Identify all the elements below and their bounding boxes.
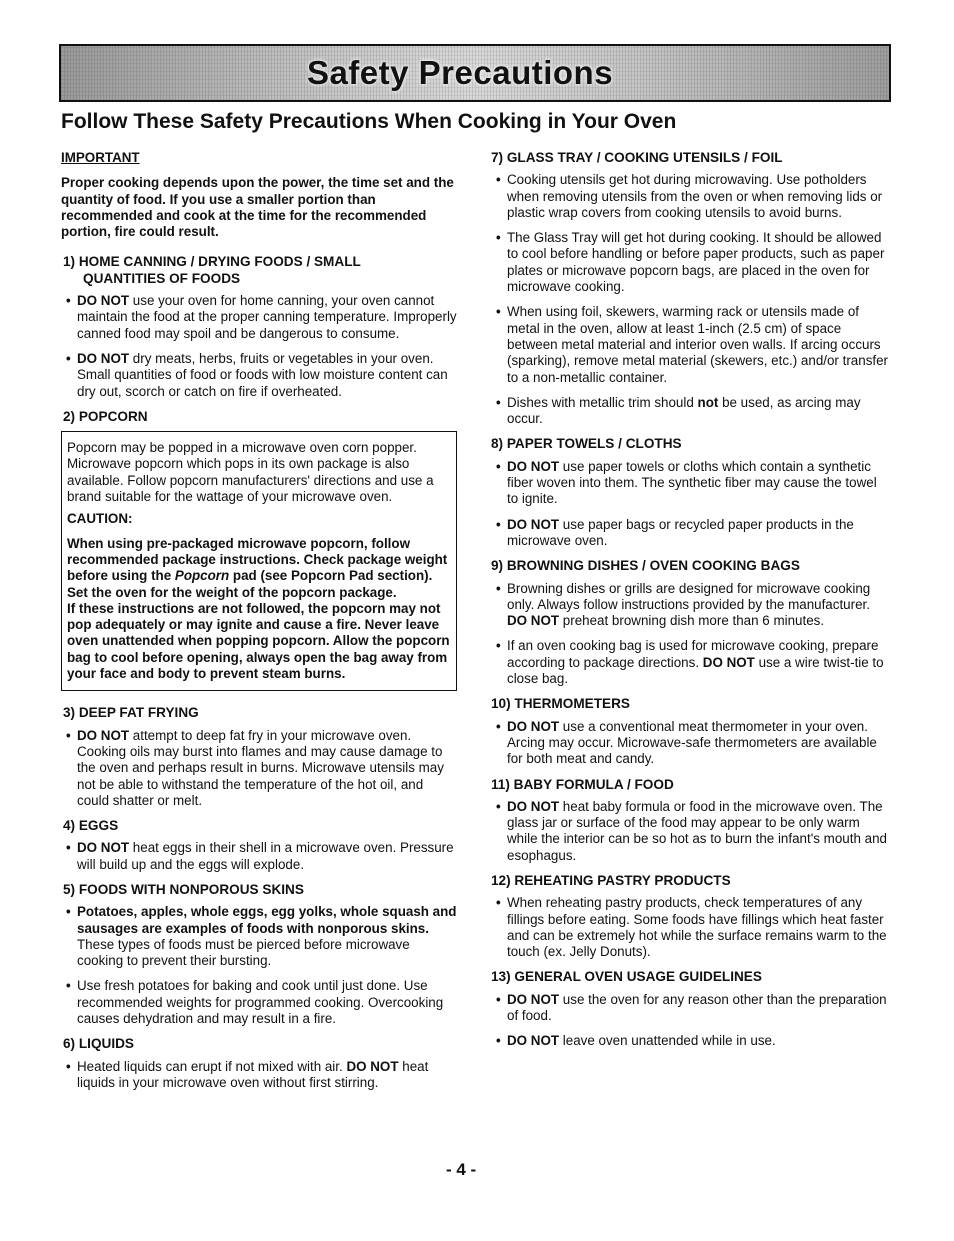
section-8-list [491,459,891,549]
section-13-list [491,992,891,1050]
section-10-list [491,719,891,768]
list-item [491,799,891,864]
item-text: preheat browning dish more than 6 minutes. [559,613,825,629]
item-text: Heated liquids can erupt if not mixed with air. [77,1058,347,1074]
section-4-heading: 4) EGGS [63,818,119,834]
list-item [491,719,891,768]
item-text: use a conventional meat thermometer in your oven. Arcing may occur. Microwave-safe thermometers are available for both meat and candy. [507,718,877,767]
list-item [491,459,891,508]
section-2-heading: 2) POPCORN [63,408,148,424]
bold-text: DO NOT [77,840,130,856]
bold-text: DO NOT [77,293,130,309]
section-1-heading-line1: 1) HOME CANNING / DRYING FOODS / SMALL [63,254,361,270]
item-text: dry meats, herbs, fruits or vegetables in your oven. Small quantities of food or foods with low moisture content can dry out, scorch or catch on fire if overheated. [77,350,448,399]
bold-text: DO NOT [507,718,560,734]
item-text: Use fresh potatoes for baking and cook until just done. Use recommended weights for programmed cooking. Overcooking causes dehydration and may result in a fire. [77,978,444,1027]
list-item [491,992,891,1025]
section-1-heading-line2: QUANTITIES OF FOODS [83,270,241,286]
section-11-heading: 11) BABY FORMULA / FOOD [491,776,674,792]
important-label: IMPORTANT [61,150,140,165]
section-10-heading: 10) THERMOMETERS [491,696,630,712]
list-item [61,840,457,873]
list-item [491,172,891,221]
page-subtitle: Follow These Safety Precautions When Cooking in Your Oven [61,110,677,133]
list-item [491,581,891,630]
list-item [61,293,457,342]
list-item [491,230,891,295]
popcorn-info: Popcorn may be popped in a microwave oven corn popper. Microwave popcorn which pops in its own package is also available. Follow popcorn manufacturers' directions and use a brand suitable for the wattage of your microwave oven. [67,440,434,505]
list-item [491,638,891,687]
section-7-heading: 7) GLASS TRAY / COOKING UTENSILS / FOIL [491,150,783,165]
item-text: Cooking utensils get hot during microwaving. Use potholders when removing utensils from the oven or when removing lids or plastic wrap covers from cooking utensils to avoid burns. [507,172,883,220]
caution-warning: If these instructions are not followed, the popcorn may not pop adequately or may ignite and cause a fire. Never leave oven unattended when popping popcorn. Allow the popcorn bag to cool before opening, always open the bag away from your face and body to prevent steam burns. [67,600,450,682]
bold-text: DO NOT [507,1033,560,1049]
section-1-heading [61,254,457,287]
section-7-list [491,172,891,427]
caution-text-part: pad (see Popcorn Pad section). Set the oven for the weight of the popcorn package. [67,568,433,600]
banner-title: Safety Precautions [306,54,614,91]
item-text: The Glass Tray will get hot during cooking. It should be allowed to cool before handling or before paper products, such as paper plates or microwave popcorn bags, are placed in the oven for microwave cooking. [507,230,885,295]
section-9-list [491,581,891,688]
list-item [61,351,457,400]
item-text: heat eggs in their shell in a microwave oven. Pressure will build up and the eggs will explode. [77,840,454,872]
bold-text: DO NOT [702,654,755,670]
item-text: Dishes with metallic trim should [507,394,698,410]
item-text: When reheating pastry products, check temperatures of any fillings before eating. Some foods have fillings which heat faster and can be extremely hot while the surface remains warm to the touch (ex. Jelly Donuts). [507,895,887,960]
section-5-list [61,904,457,1027]
caution-label: CAUTION: [67,511,133,527]
item-text: leave oven unattended while in use. [559,1033,776,1049]
section-1-list [61,293,457,400]
section-6-heading: 6) LIQUIDS [63,1036,134,1052]
list-item [491,895,891,960]
section-9-heading: 9) BROWNING DISHES / OVEN COOKING BAGS [491,558,800,574]
list-item [491,304,891,385]
item-text: If an oven cooking bag is used for microwave cooking, prepare according to package directions. [507,638,879,670]
item-text: These types of foods must be pierced before microwave cooking to prevent their bursting. [77,936,410,969]
left-column [61,150,457,1100]
list-item [61,978,457,1027]
section-8-heading: 8) PAPER TOWELS / CLOTHS [491,436,682,452]
right-column [491,150,891,1059]
bold-text: DO NOT [507,458,560,474]
item-text: attempt to deep fat fry in your microwave oven. Cooking oils may burst into flames and may cause damage to the oven and perhaps result in burns. Microwave utensils may not be able to withstand the temperature of the hot oil, and could shatter or melt. [77,727,444,808]
list-item [491,1033,891,1049]
item-text: be used, as arcing may occur. [507,394,861,427]
section-6-list [61,1059,457,1092]
popcorn-caution-box [61,431,457,691]
list-item [61,904,457,969]
section-13-heading: 13) GENERAL OVEN USAGE GUIDELINES [491,969,762,985]
section-12-list [491,895,891,960]
bold-text: DO NOT [507,991,560,1007]
section-4-list [61,840,457,873]
bold-text: Potatoes, apples, whole eggs, egg yolks, whole squash and sausages are examples of foods with nonporous skins. [77,904,457,936]
list-item [61,1059,457,1092]
bold-text: DO NOT [507,613,560,629]
item-text: heat liquids in your microwave oven without first stirring. [77,1058,429,1090]
caution-text [67,536,450,601]
item-text: Browning dishes or grills are designed for microwave cooking only. Always follow instructions provided by the manufacturer. [507,580,871,612]
item-text: use your oven for home canning, your oven cannot maintain the food at the proper canning temperature. Improperly canned food may spoil and be dangerous to consume. [77,293,457,341]
list-item [491,517,891,550]
bold-text: DO NOT [507,798,560,814]
item-text: use the oven for any reason other than the preparation of food. [507,991,887,1024]
bold-text: not [697,394,719,410]
item-text: When using foil, skewers, warming rack or utensils made of metal in the oven, allow at least 1-inch (2.5 cm) of space between metal material and interior oven walls. If arcing occurs (sparking), remove metal material (skewers, etc.) and/or transfer to a non-metallic container. [507,304,889,385]
bold-text: DO NOT [77,350,130,366]
page-number: - 4 - [446,1160,477,1179]
section-11-list [491,799,891,864]
important-text: Proper cooking depends upon the power, the time set and the quantity of food. If you use a smaller portion than recommended and cook at the time for the recommended portion, fire could result. [61,175,454,240]
caution-italic: Popcorn [174,568,230,584]
list-item [61,728,457,809]
title-banner [59,44,891,102]
item-text: heat baby formula or food in the microwave oven. The glass jar or surface of the food may appear to be only warm while the interior can be so hot as to burn the infant's mouth and esophagus. [507,798,887,863]
bold-text: DO NOT [77,727,130,743]
section-12-heading: 12) REHEATING PASTRY PRODUCTS [491,872,731,888]
item-text: use a wire twist-tie to close bag. [507,654,884,687]
list-item [491,395,891,428]
section-5-heading: 5) FOODS WITH NONPOROUS SKINS [63,881,304,897]
section-3-list [61,728,457,809]
bold-text: DO NOT [346,1058,399,1074]
section-3-heading: 3) DEEP FAT FRYING [63,705,199,721]
item-text: use paper towels or cloths which contain a synthetic fiber woven into them. The synthetic fiber may cause the towel to ignite. [507,458,877,507]
bold-text: DO NOT [507,516,560,532]
item-text: use paper bags or recycled paper products in the microwave oven. [507,516,854,548]
caution-text-part: When using pre-packaged microwave popcorn, follow recommended package instructions. Check package weight before using the [67,535,448,584]
